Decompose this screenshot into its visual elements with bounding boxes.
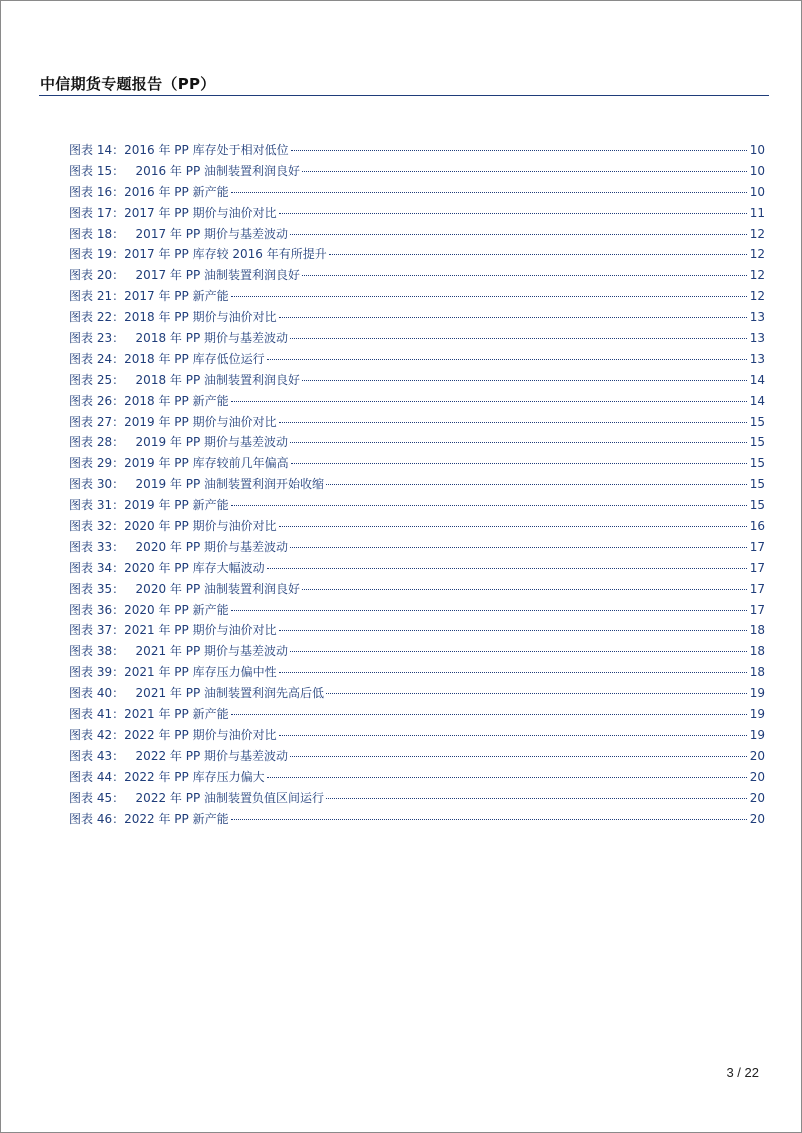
- toc-entry-label: 图表 15: [69, 163, 113, 178]
- toc-entry-label: 图表 19: [69, 247, 113, 262]
- toc-dot-leader: [231, 714, 747, 715]
- toc-entry-separator: ：: [112, 748, 136, 763]
- toc-entry-title: 2019 年 PP 期价与油价对比: [124, 414, 277, 429]
- toc-dot-leader: [279, 213, 747, 214]
- toc-entry[interactable]: [69, 662, 765, 683]
- toc-entry-label: 图表 25: [69, 372, 113, 387]
- toc-dot-leader: [291, 463, 747, 464]
- toc-entry-page-number: 17: [749, 560, 765, 575]
- toc-entry[interactable]: [69, 767, 765, 788]
- toc-entry-separator: ：: [112, 289, 125, 304]
- toc-entry-title: 2018 年 PP 期价与基差波动: [135, 331, 289, 346]
- toc-entry-label: 图表 20: [69, 268, 113, 283]
- toc-entry[interactable]: [69, 286, 765, 307]
- toc-entry-page-number: 10: [749, 143, 765, 157]
- toc-entry-label: 图表 46: [69, 811, 113, 826]
- toc-entry-page-number: 13: [749, 351, 765, 366]
- toc-entry-title: 2022 年 PP 库存压力偏大: [124, 769, 265, 784]
- toc-entry-title: 2021 年 PP 油制装置利润先高后低: [135, 686, 325, 701]
- toc-entry-separator: ：: [112, 393, 125, 408]
- toc-entry[interactable]: [69, 370, 765, 391]
- toc-entry-page-number: 10: [749, 163, 765, 178]
- toc-entry-title: 2020 年 PP 油制装置利润良好: [135, 581, 301, 596]
- toc-entry[interactable]: [69, 140, 765, 161]
- toc-entry-separator: ：: [112, 226, 136, 241]
- toc-entry-title: 2019 年 PP 新产能: [124, 498, 229, 513]
- toc-dot-leader: [231, 610, 747, 611]
- toc-entry-page-number: 18: [749, 644, 765, 659]
- toc-entry-page-number: 20: [749, 790, 765, 805]
- toc-entry-label: 图表 38: [69, 644, 113, 659]
- toc-entry[interactable]: [69, 244, 765, 265]
- toc-dot-leader: [267, 777, 747, 778]
- toc-dot-leader: [290, 651, 747, 652]
- toc-entry-page-number: 18: [749, 623, 765, 638]
- toc-dot-leader: [231, 192, 747, 193]
- toc-entry-separator: ：: [112, 727, 125, 742]
- toc-entry-page-number: 17: [749, 602, 765, 617]
- toc-entry[interactable]: [69, 453, 765, 474]
- toc-dot-leader: [279, 422, 747, 423]
- toc-entry-page-number: 10: [749, 184, 765, 199]
- toc-entry[interactable]: [69, 224, 765, 245]
- toc-entry-label: 图表 37: [69, 623, 113, 638]
- toc-entry-page-number: 15: [749, 414, 765, 429]
- toc-entry-page-number: 16: [749, 519, 765, 534]
- toc-entry-page-number: 17: [749, 539, 765, 554]
- toc-dot-leader: [279, 672, 747, 673]
- toc-entry-separator: ：: [112, 665, 125, 680]
- toc-entry-separator: ：: [112, 602, 125, 617]
- report-header-title: 中信期货专题报告（PP）: [40, 75, 216, 93]
- toc-entry-separator: ：: [112, 769, 125, 784]
- toc-entry-label: 图表 17: [69, 205, 113, 220]
- toc-entry-page-number: 15: [749, 477, 765, 492]
- toc-entry-title: 2020 年 PP 期价与油价对比: [124, 519, 277, 534]
- toc-entry-title: 2020 年 PP 库存大幅波动: [124, 560, 265, 575]
- toc-dot-leader: [279, 735, 747, 736]
- toc-entry-label: 图表 29: [69, 456, 113, 471]
- toc-dot-leader: [290, 234, 747, 235]
- toc-dot-leader: [290, 756, 747, 757]
- toc-entry-separator: ：: [112, 268, 136, 283]
- toc-entry-separator: ：: [112, 331, 136, 346]
- toc-entry-title: 2018 年 PP 期价与油价对比: [124, 310, 277, 325]
- toc-entry[interactable]: [69, 620, 765, 641]
- toc-entry-label: 图表 34: [69, 560, 113, 575]
- toc-dot-leader: [279, 630, 747, 631]
- toc-entry-separator: ：: [112, 498, 125, 513]
- toc-dot-leader: [290, 442, 747, 443]
- toc-entry-label: 图表 41: [69, 707, 113, 722]
- toc-entry-separator: ：: [112, 519, 125, 534]
- toc-entry-title: 2016 年 PP 库存处于相对低位: [124, 143, 289, 157]
- figure-list: [69, 140, 765, 829]
- toc-entry-label: 图表 21: [69, 289, 113, 304]
- toc-entry-page-number: 20: [749, 748, 765, 763]
- toc-dot-leader: [231, 401, 747, 402]
- toc-entry[interactable]: [69, 600, 765, 621]
- toc-entry-page-number: 19: [749, 707, 765, 722]
- toc-entry-label: 图表 45: [69, 790, 113, 805]
- toc-entry[interactable]: [69, 349, 765, 370]
- toc-entry-title: 2016 年 PP 新产能: [124, 184, 229, 199]
- toc-entry[interactable]: [69, 328, 765, 349]
- toc-entry-title: 2017 年 PP 库存较 2016 年有所提升: [124, 247, 327, 262]
- toc-dot-leader: [329, 254, 747, 255]
- toc-entry-title: 2021 年 PP 期价与基差波动: [135, 644, 289, 659]
- toc-entry-page-number: 12: [749, 289, 765, 304]
- toc-entry[interactable]: [69, 495, 765, 516]
- toc-entry[interactable]: [69, 516, 765, 537]
- toc-entry-label: 图表 40: [69, 686, 113, 701]
- toc-entry-label: 图表 31: [69, 498, 113, 513]
- toc-entry-label: 图表 16: [69, 184, 113, 199]
- toc-entry-label: 图表 26: [69, 393, 113, 408]
- toc-entry-title: 2017 年 PP 期价与油价对比: [124, 205, 277, 220]
- toc-entry[interactable]: [69, 182, 765, 203]
- toc-dot-leader: [302, 589, 747, 590]
- toc-entry-separator: ：: [112, 351, 125, 366]
- toc-entry-page-number: 14: [749, 393, 765, 408]
- toc-entry-separator: ：: [112, 623, 125, 638]
- toc-entry-label: 图表 42: [69, 727, 113, 742]
- toc-entry-page-number: 15: [749, 456, 765, 471]
- toc-dot-leader: [279, 526, 747, 527]
- toc-entry-label: 图表 14: [69, 143, 113, 157]
- toc-entry-label: 图表 35: [69, 581, 113, 596]
- toc-entry-page-number: 12: [749, 247, 765, 262]
- toc-entry-separator: ：: [112, 205, 125, 220]
- toc-dot-leader: [290, 547, 747, 548]
- toc-entry-title: 2022 年 PP 期价与油价对比: [124, 727, 277, 742]
- toc-entry-separator: ：: [112, 247, 125, 262]
- toc-entry-separator: ：: [112, 163, 136, 178]
- toc-entry[interactable]: [69, 391, 765, 412]
- toc-entry-separator: ：: [112, 707, 125, 722]
- toc-entry-page-number: 18: [749, 665, 765, 680]
- toc-entry-title: 2022 年 PP 期价与基差波动: [135, 748, 289, 763]
- toc-entry[interactable]: [69, 412, 765, 433]
- toc-entry-title: 2021 年 PP 期价与油价对比: [124, 623, 277, 638]
- toc-entry-page-number: 19: [749, 727, 765, 742]
- toc-entry-separator: ：: [112, 372, 136, 387]
- toc-entry-label: 图表 22: [69, 310, 113, 325]
- toc-entry-separator: ：: [112, 435, 136, 450]
- toc-entry-page-number: 13: [749, 331, 765, 346]
- toc-entry[interactable]: [69, 161, 765, 182]
- toc-entry-label: 图表 36: [69, 602, 113, 617]
- toc-entry-page-number: 15: [749, 435, 765, 450]
- toc-entry[interactable]: [69, 788, 765, 809]
- toc-entry-title: 2018 年 PP 油制装置利润良好: [135, 372, 301, 387]
- toc-entry-title: 2019 年 PP 期价与基差波动: [135, 435, 289, 450]
- toc-entry[interactable]: [69, 265, 765, 286]
- toc-entry-label: 图表 24: [69, 351, 113, 366]
- toc-entry-separator: ：: [112, 686, 136, 701]
- toc-dot-leader: [231, 819, 747, 820]
- toc-entry-label: 图表 28: [69, 435, 113, 450]
- toc-entry-title: 2020 年 PP 新产能: [124, 602, 229, 617]
- toc-entry-page-number: 13: [749, 310, 765, 325]
- toc-entry-separator: ：: [112, 560, 125, 575]
- toc-entry[interactable]: [69, 641, 765, 662]
- toc-dot-leader: [267, 359, 747, 360]
- toc-entry-separator: ：: [112, 581, 136, 596]
- toc-entry-page-number: 15: [749, 498, 765, 513]
- toc-entry-label: 图表 30: [69, 477, 113, 492]
- toc-entry-title: 2017 年 PP 油制装置利润良好: [135, 268, 301, 283]
- toc-entry-label: 图表 39: [69, 665, 113, 680]
- toc-entry-title: 2021 年 PP 库存压力偏中性: [124, 665, 277, 680]
- toc-entry[interactable]: [69, 474, 765, 495]
- page-number: 3 / 22: [726, 1065, 759, 1080]
- toc-entry-page-number: 17: [749, 581, 765, 596]
- toc-entry[interactable]: [69, 746, 765, 767]
- toc-dot-leader: [326, 798, 747, 799]
- toc-dot-leader: [326, 693, 747, 694]
- toc-entry[interactable]: [69, 537, 765, 558]
- toc-entry-title: 2018 年 PP 库存低位运行: [124, 351, 265, 366]
- toc-entry[interactable]: [69, 432, 765, 453]
- toc-dot-leader: [326, 484, 747, 485]
- toc-entry[interactable]: [69, 683, 765, 704]
- toc-entry-label: 图表 18: [69, 226, 113, 241]
- toc-entry-title: 2019 年 PP 库存较前几年偏高: [124, 456, 289, 471]
- toc-entry-separator: ：: [112, 414, 125, 429]
- toc-dot-leader: [290, 338, 747, 339]
- toc-entry-separator: ：: [112, 644, 136, 659]
- toc-entry-separator: ：: [112, 310, 125, 325]
- toc-entry[interactable]: [69, 809, 765, 830]
- toc-dot-leader: [291, 150, 747, 151]
- toc-entry-title: 2022 年 PP 新产能: [124, 811, 229, 826]
- toc-entry-separator: ：: [112, 456, 125, 471]
- toc-dot-leader: [279, 317, 747, 318]
- toc-entry-page-number: 12: [749, 226, 765, 241]
- toc-dot-leader: [231, 505, 747, 506]
- toc-entry-title: 2017 年 PP 新产能: [124, 289, 229, 304]
- toc-dot-leader: [267, 568, 747, 569]
- toc-dot-leader: [302, 171, 747, 172]
- toc-entry[interactable]: [69, 558, 765, 579]
- toc-entry-page-number: 14: [749, 372, 765, 387]
- toc-entry[interactable]: [69, 579, 765, 600]
- toc-entry-separator: ：: [112, 477, 136, 492]
- toc-dot-leader: [231, 296, 747, 297]
- toc-entry-page-number: 19: [749, 686, 765, 701]
- toc-entry-separator: ：: [112, 143, 125, 157]
- toc-entry-title: 2018 年 PP 新产能: [124, 393, 229, 408]
- toc-entry-separator: ：: [112, 184, 125, 199]
- toc-entry-label: 图表 27: [69, 414, 113, 429]
- toc-entry-title: 2021 年 PP 新产能: [124, 707, 229, 722]
- toc-entry-separator: ：: [112, 811, 125, 826]
- toc-entry[interactable]: [69, 725, 765, 746]
- toc-entry-separator: ：: [112, 539, 136, 554]
- toc-entry-label: 图表 44: [69, 769, 113, 784]
- toc-entry-label: 图表 32: [69, 519, 113, 534]
- toc-dot-leader: [302, 275, 747, 276]
- toc-entry[interactable]: [69, 307, 765, 328]
- toc-entry-label: 图表 43: [69, 748, 113, 763]
- toc-entry-page-number: 20: [749, 811, 765, 826]
- toc-dot-leader: [302, 380, 747, 381]
- toc-entry-label: 图表 23: [69, 331, 113, 346]
- toc-entry[interactable]: [69, 203, 765, 224]
- toc-entry-page-number: 12: [749, 268, 765, 283]
- toc-entry-separator: ：: [112, 790, 136, 805]
- toc-entry-title: 2020 年 PP 期价与基差波动: [135, 539, 289, 554]
- toc-entry[interactable]: [69, 704, 765, 725]
- toc-entry-page-number: 11: [749, 205, 765, 220]
- header-divider: [39, 95, 769, 96]
- toc-entry-title: 2022 年 PP 油制装置负值区间运行: [135, 790, 325, 805]
- toc-entry-title: 2019 年 PP 油制装置利润开始收缩: [135, 477, 325, 492]
- toc-entry-label: 图表 33: [69, 539, 113, 554]
- toc-entry-title: 2016 年 PP 油制装置利润良好: [135, 163, 301, 178]
- toc-entry-page-number: 20: [749, 769, 765, 784]
- toc-entry-title: 2017 年 PP 期价与基差波动: [135, 226, 289, 241]
